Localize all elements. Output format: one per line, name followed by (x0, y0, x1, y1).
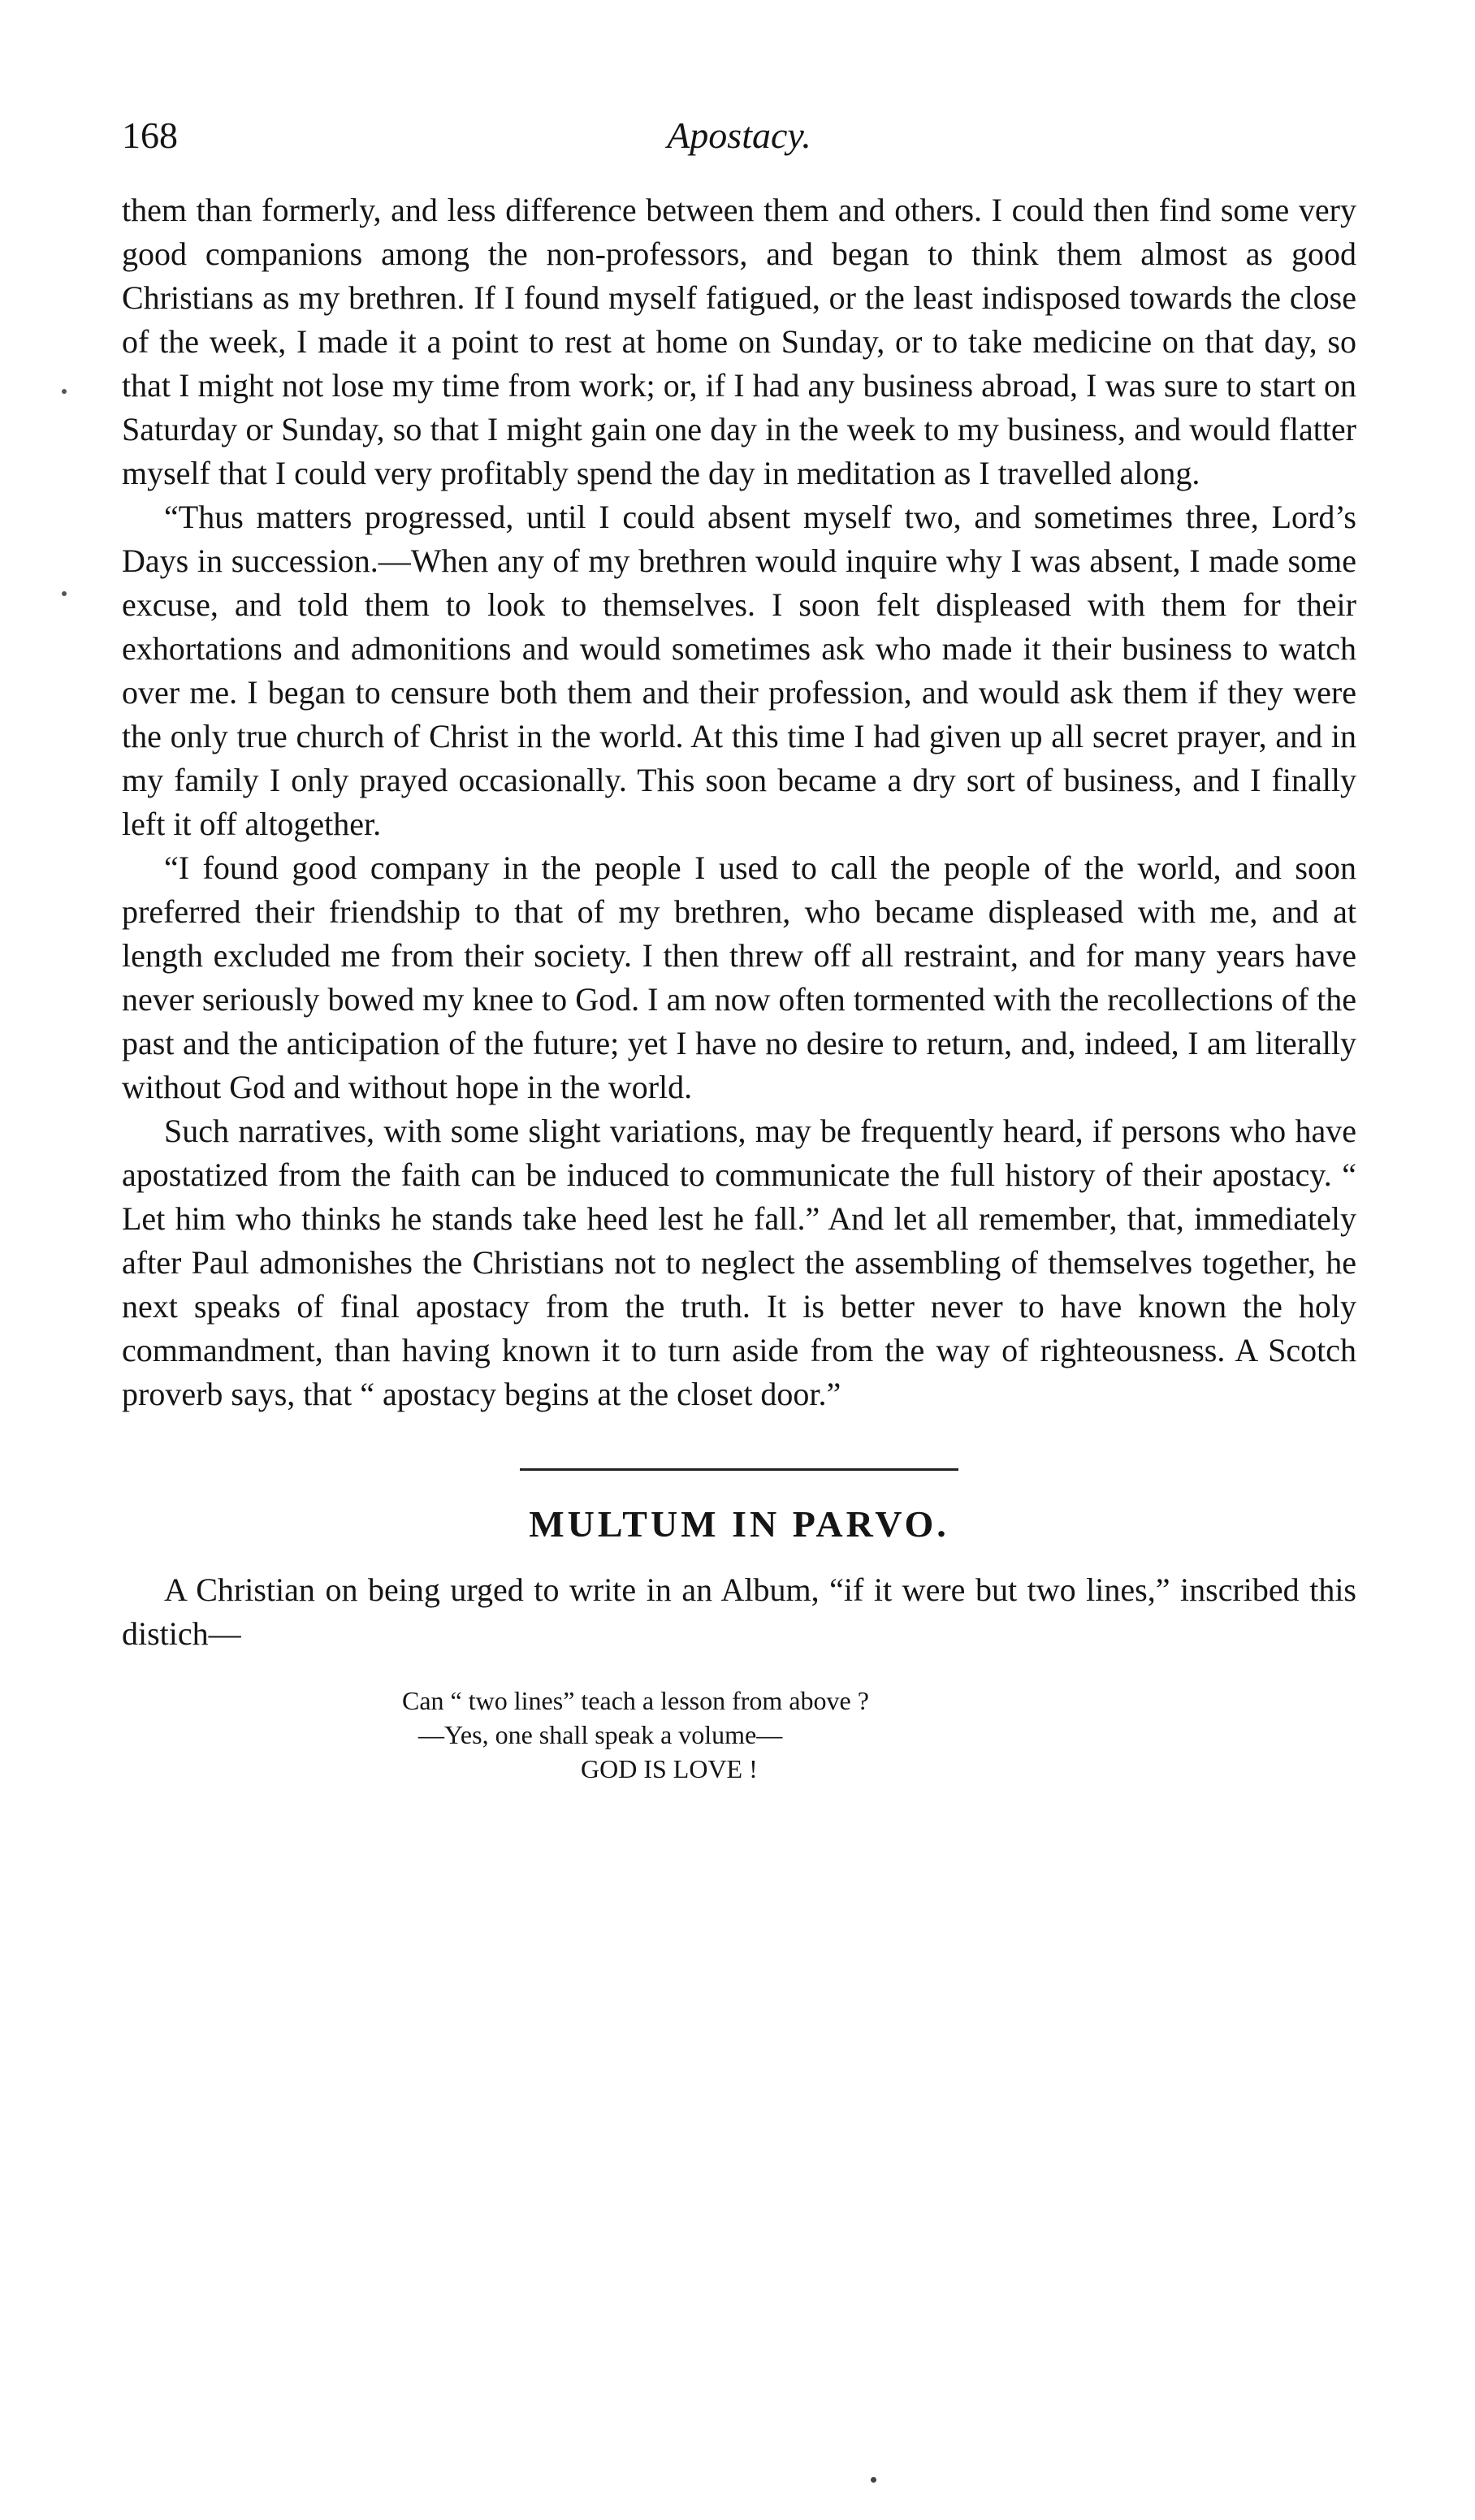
verse-line-3: GOD IS LOVE ! (581, 1754, 758, 1783)
margin-mark (62, 591, 67, 596)
section-intro: A Christian on being urged to write in an Album, “if it were but two lines,” inscribed this distich— (122, 1571, 1356, 1652)
margin-mark (62, 389, 67, 394)
page-speck (871, 2477, 876, 2483)
page-body (122, 188, 1356, 1786)
paragraph-3: “I found good company in the people I used to call the people of the world, and soon preferred their friendship to that of my brethren, who became displeased with me, and at length excluded me from their society. I then threw off all restraint, and for many years have never seriously bowed my knee to God. I am now often tormented with the recollections of the past and the anticipation of the future; yet I have no desire to return, and, indeed, I am literally without God and without hope in the world. (122, 849, 1356, 1105)
paragraph-1: them than formerly, and less difference between them and others. I could then find some very good companions among the non-professors, and began to think them almost as good Christians as my brethren. If I found myself fatigued, or the least indisposed towards the close of the week, I made it a point to rest at home on Sunday, or to take medicine on that day, so that I might not lose my time from work; or, if I had any business abroad, I was sure to start on Saturday or Sunday, so that I might gain one day in the week to my business, and would flatter myself that I could very profitably spend the day in meditation as I travelled along. (122, 192, 1356, 491)
verse-line-1: Can “ two lines” teach a lesson from above ? (402, 1686, 869, 1715)
page-number: 168 (122, 115, 178, 156)
section-divider (520, 1468, 958, 1471)
paragraph-4: Such narratives, with some slight variations, may be frequently heard, if persons who have apostatized from the faith can be induced to communicate the full history of their apostacy. “ Let him who thinks he stands take heed lest he fall.” And let all remember, that, immediately after Paul admonishes the Christians not to neglect the assembling of themselves together, he next speaks of final apostacy from the truth. It is better never to have known the holy commandment, than having known it to turn aside from the way of righteousness. A Scotch proverb says, that “ apostacy begins at the closet door.” (122, 1113, 1356, 1412)
page-header (122, 114, 1356, 171)
distich (122, 1684, 1356, 1786)
verse-line-2: —Yes, one shall speak a volume— (418, 1720, 783, 1749)
paragraph-2: “Thus matters progressed, until I could absent myself two, and sometimes three, Lord’s Days in succession.—When any of my brethren would inquire why I was absent, I made some excuse, and told them to look to themselves. I soon felt displeased with them for their exhortations and admonitions and would sometimes ask who made it their business to watch over me. I began to censure both them and their profession, and would ask them if they were the only true church of Christ in the world. At this time I had given up all secret prayer, and in my family I only prayed occasionally. This soon became a dry sort of business, and I finally left it off altogether. (122, 499, 1356, 842)
section-title: MULTUM IN PARVO. (529, 1503, 949, 1545)
running-title: Apostacy. (667, 115, 811, 156)
